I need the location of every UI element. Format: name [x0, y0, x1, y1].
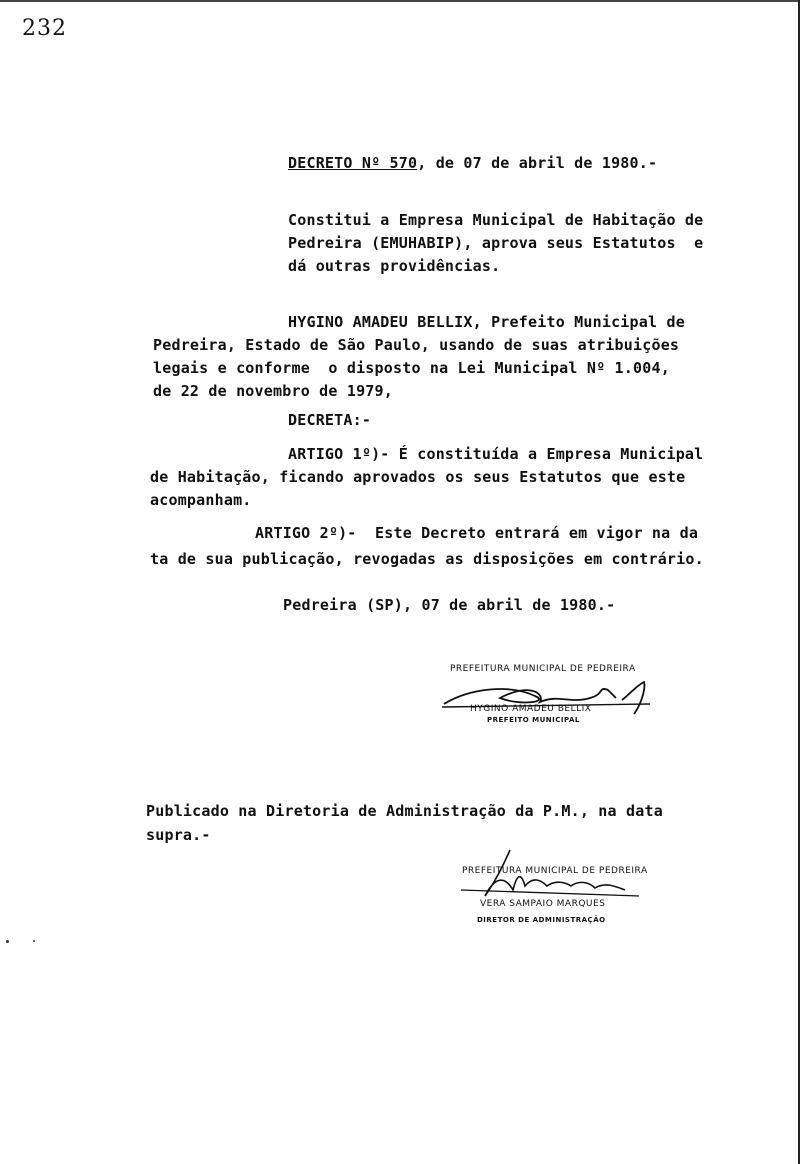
- preamble-line-1: HYGINO AMADEU BELLIX, Prefeito Municipal de: [288, 313, 685, 331]
- preamble-line-2: Pedreira, Estado de São Paulo, usando de suas atribuições: [153, 336, 680, 354]
- decree-date: , de 07 de abril de 1980.-: [417, 154, 658, 172]
- article1-line-2: de Habitação, ficando aprovados os seus Estatutos que este: [150, 468, 686, 486]
- director-stamp-header: PREFEITURA MUNICIPAL DE PEDREIRA: [462, 866, 648, 876]
- mayor-stamp-header: PREFEITURA MUNICIPAL DE PEDREIRA: [450, 664, 636, 674]
- director-stamp-role: DIRETOR DE ADMINISTRAÇÃO: [477, 916, 606, 924]
- scan-speck: [6, 940, 9, 943]
- article2-line-2: ta de sua publicação, revogadas as disposições em contrário.: [150, 550, 704, 568]
- place-date: Pedreira (SP), 07 de abril de 1980.-: [283, 596, 616, 614]
- decree-title-line: [288, 154, 657, 172]
- mayor-stamp-role: PREFEITO MUNICIPAL: [487, 716, 580, 724]
- mayor-stamp-name: HYGINO AMADEU BELLIX: [470, 704, 592, 714]
- summary-line-2: Pedreira (EMUHABIP), aprova seus Estatutos e: [288, 234, 704, 252]
- scan-speck: [33, 940, 35, 942]
- summary-line-1: Constitui a Empresa Municipal de Habitação de: [288, 211, 704, 229]
- preamble-line-4: de 22 de novembro de 1979,: [153, 382, 393, 400]
- publication-line-1: Publicado na Diretoria de Administração da P.M., na data: [146, 802, 663, 820]
- scan-edge-top: [0, 0, 800, 2]
- article2-line-1: ARTIGO 2º)- Este Decreto entrará em vigor na da: [255, 524, 699, 542]
- decreta-heading: DECRETA:-: [288, 411, 372, 429]
- publication-line-2: supra.-: [146, 826, 211, 844]
- director-stamp-name: VERA SAMPAIO MARQUES: [480, 899, 606, 909]
- article1-line-3: acompanham.: [150, 491, 252, 509]
- page-number: 232: [22, 16, 67, 41]
- article1-line-1: ARTIGO 1º)- É constituída a Empresa Municipal: [288, 445, 704, 463]
- director-signature: [455, 846, 645, 906]
- preamble-line-3: legais e conforme o disposto na Lei Municipal Nº 1.004,: [153, 359, 670, 377]
- decree-title: DECRETO Nº 570: [288, 154, 418, 172]
- summary-line-3: dá outras providências.: [288, 257, 501, 275]
